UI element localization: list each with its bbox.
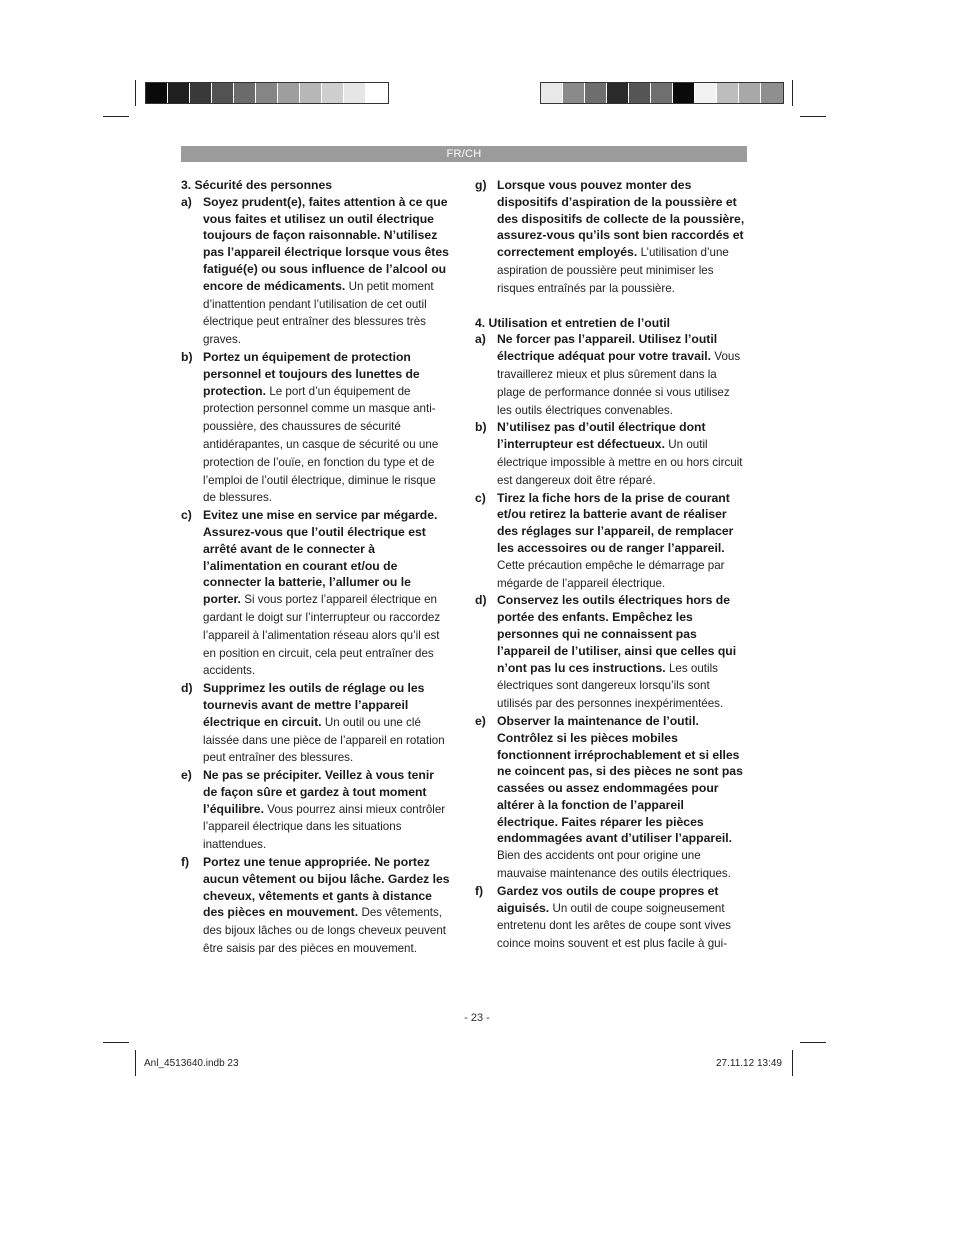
color-swatch bbox=[190, 83, 212, 103]
item-text: Si vous portez l’appareil électrique en gardant le doigt sur l’interrupteur ou raccordez l’appareil à l’alimentation réseau alors qu’il est en position en circuit, cela peut entraîner des accidents. bbox=[203, 593, 441, 678]
page-number: - 23 - bbox=[464, 1012, 490, 1024]
item-label: f) bbox=[475, 883, 484, 898]
item-heading: Supprimez les outils de réglage ou les tournevis avant de mettre l’appareil électrique en circuit. bbox=[203, 681, 425, 729]
item-heading: Conservez les outils électriques hors de portée des enfants. Empêchez les personnes qui ne connaissent pas l’appareil de l’utiliser, ainsi que celles qui n’ont pas lu ces instructions. bbox=[497, 593, 737, 675]
instruction-item bbox=[181, 507, 451, 680]
color-swatch bbox=[146, 83, 168, 103]
instruction-item bbox=[475, 490, 747, 593]
item-text: L’utilisation d’une aspiration de poussière peut minimiser les risques entraînés par la poussière. bbox=[497, 246, 729, 295]
item-heading: Tirez la fiche hors de la prise de courant et/ou retirez la batterie avant de réaliser des réglages sur l’appareil, de remplacer les accessoires ou de ranger l’appareil. bbox=[497, 490, 734, 555]
item-label: a) bbox=[475, 332, 486, 347]
item-label: f) bbox=[181, 855, 190, 870]
item-heading: Gardez vos outils de coupe propres et aiguisés. bbox=[497, 883, 719, 915]
footer-datetime: 27.11.12 13:49 bbox=[716, 1058, 782, 1069]
item-text: Vous pourrez ainsi mieux contrôler l’appareil électrique dans les situations inattendues. bbox=[203, 802, 446, 852]
crop-mark bbox=[135, 1050, 136, 1076]
item-text: Vous travaillerez mieux et plus sûrement dans la plage de performance donnée si vous utilisez les outils électriques convenables. bbox=[497, 350, 741, 417]
language-label: FR/CH bbox=[446, 148, 482, 160]
color-swatch bbox=[234, 83, 256, 103]
color-calibration-bar-left bbox=[145, 82, 389, 104]
language-header-bar bbox=[181, 146, 747, 162]
item-label: a) bbox=[181, 194, 192, 209]
color-swatch bbox=[541, 83, 563, 103]
color-swatch bbox=[563, 83, 585, 103]
item-label: d) bbox=[181, 681, 193, 696]
crop-mark bbox=[103, 116, 129, 117]
right-column bbox=[475, 177, 747, 953]
item-text: Un outil électrique impossible à mettre en ou hors circuit est dangereux doit être réparé. bbox=[497, 438, 743, 487]
instruction-item bbox=[475, 177, 747, 298]
instruction-item bbox=[475, 713, 747, 883]
instruction-item bbox=[181, 349, 451, 507]
left-column bbox=[181, 177, 451, 958]
item-text: Le port d’un équipement de protection personnel comme un masque anti-poussière, des chaussures de sécurité antidérapantes, un casque de sécurité ou une protection de l’ouïe, en fonction du type et de l’emploi de l’outil électrique, diminue le risque de blessures. bbox=[203, 384, 439, 505]
item-label: b) bbox=[475, 420, 487, 435]
color-swatch bbox=[651, 83, 673, 103]
item-heading: Ne pas se précipiter. Veillez à vous tenir de façon sûre et gardez à tout moment l’équilibre. bbox=[203, 768, 434, 816]
crop-mark bbox=[800, 1042, 826, 1043]
color-swatch bbox=[212, 83, 234, 103]
item-heading: Lorsque vous pouvez monter des dispositifs d’aspiration de la poussière et des dispositifs de collecte de la poussière, assurez-vous qu’ils sont bien raccordés et correctement employés. bbox=[497, 178, 745, 260]
color-swatch bbox=[366, 83, 388, 103]
item-label: e) bbox=[181, 768, 192, 783]
color-swatch bbox=[673, 83, 695, 103]
instruction-item bbox=[181, 854, 451, 958]
item-text: Un outil de coupe soigneusement entretenu dont les arêtes de coupe sont vives coince moins souvent et est plus facile à gui- bbox=[497, 901, 731, 951]
color-calibration-bar-right bbox=[540, 82, 784, 104]
item-label: b) bbox=[181, 349, 193, 364]
section-4-title: 4. Utilisation et entretien de l’outil bbox=[475, 315, 671, 330]
section-3-title: 3. Sécurité des personnes bbox=[181, 178, 333, 192]
crop-mark bbox=[792, 1050, 793, 1076]
instruction-item bbox=[181, 194, 451, 349]
item-heading: Ne forcer pas l’appareil. Utilisez l’outil électrique adéquat pour votre travail. bbox=[497, 332, 718, 364]
color-swatch bbox=[585, 83, 607, 103]
item-heading: N’utilisez pas d’outil électrique dont l’interrupteur est défectueux. bbox=[497, 420, 706, 452]
instruction-item bbox=[475, 419, 747, 489]
instruction-item bbox=[475, 592, 747, 713]
color-swatch bbox=[761, 83, 783, 103]
item-heading: Soyez prudent(e), faites attention à ce que vous faites et utilisez un outil électrique toujours de façon raisonnable. N’utilisez pas l’appareil électrique lorsque vous êtes fatigué(e) ou sous influence de l’alcool ou encore de médicaments. bbox=[203, 194, 449, 293]
instruction-item bbox=[475, 883, 747, 953]
crop-mark bbox=[800, 116, 826, 117]
item-text: Cette précaution empêche le démarrage par mégarde de l’appareil électrique. bbox=[497, 558, 725, 590]
item-text: Les outils électriques sont dangereux lorsqu’ils sont utilisés par des personnes inexpérimentées. bbox=[497, 661, 724, 711]
instruction-item bbox=[475, 331, 747, 419]
item-label: e) bbox=[475, 713, 486, 728]
item-text: Un petit moment d’inattention pendant l’utilisation de cet outil électrique peut entraîner des blessures très graves. bbox=[203, 279, 434, 347]
item-heading: Evitez une mise en service par mégarde. Assurez-vous que l’outil électrique est arrêté avant de le connecter à l’alimentation en courant et/ou de connecter la batterie, l’allumer ou le porter. bbox=[203, 508, 438, 607]
item-label: c) bbox=[475, 490, 486, 505]
color-swatch bbox=[629, 83, 651, 103]
item-label: c) bbox=[181, 508, 192, 523]
color-swatch bbox=[695, 83, 717, 103]
item-heading: Portez un équipement de protection personnel et toujours des lunettes de protection. bbox=[203, 349, 420, 398]
item-heading: Portez une tenue appropriée. Ne portez aucun vêtement ou bijou lâche. Gardez les cheveux, vêtements et gants à distance des pièces en mouvement. bbox=[203, 855, 450, 920]
item-heading: Observer la maintenance de l’outil. Contrôlez si les pièces mobiles fonctionnent irréprochablement et si elles ne coincent pas, si des pièces ne sont pas cassées ou assez endommagées pour altérer à la fonction de l’appareil électrique. Faites réparer les pièces endommagées avant d’utiliser l’appareil. bbox=[497, 713, 743, 846]
color-swatch bbox=[256, 83, 278, 103]
color-swatch bbox=[739, 83, 761, 103]
color-swatch bbox=[300, 83, 322, 103]
instruction-item bbox=[181, 767, 451, 854]
item-text: Un outil ou une clé laissée dans une pièce de l’appareil en rotation peut entraîner des blessures. bbox=[203, 715, 445, 765]
item-label: d) bbox=[475, 593, 487, 608]
crop-mark bbox=[103, 1042, 129, 1043]
footer-file-name: Anl_4513640.indb 23 bbox=[144, 1058, 239, 1069]
color-swatch bbox=[278, 83, 300, 103]
color-swatch bbox=[717, 83, 739, 103]
item-label: g) bbox=[475, 178, 487, 192]
item-text: Des vêtements, des bijoux lâches ou de longs cheveux peuvent être saisis par des pièces en mouvement. bbox=[203, 906, 446, 956]
instruction-item bbox=[181, 680, 451, 767]
color-swatch bbox=[168, 83, 190, 103]
color-swatch bbox=[322, 83, 344, 103]
crop-mark bbox=[792, 80, 793, 106]
color-swatch bbox=[344, 83, 366, 103]
color-swatch bbox=[607, 83, 629, 103]
item-text: Bien des accidents ont pour origine une mauvaise maintenance des outils électriques. bbox=[497, 849, 731, 881]
crop-mark bbox=[135, 80, 136, 106]
